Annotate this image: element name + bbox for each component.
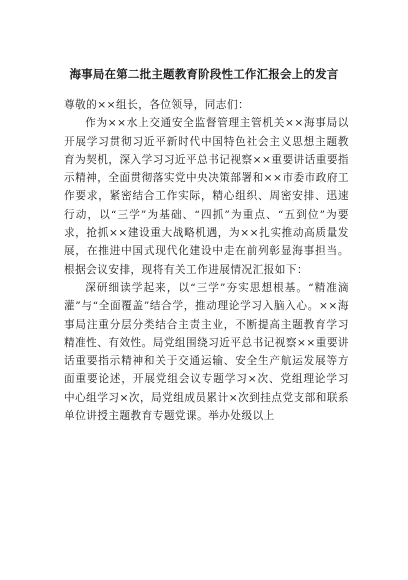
document-title: 海事局在第二批主题教育阶段性工作汇报会上的发言 xyxy=(69,67,339,81)
salutation: 尊敬的××组长，各位领导，同志们： xyxy=(64,99,250,111)
body-paragraph-2: 深研细读学起来，以“三学”夯实思想根基。“精准滴灌”与“全面覆盖”结合学，推动理论学习入脑入心。××海事局注重分层分类结合主责主业，不断提高主题教育学习精准性、有效性。局党组围绕习近平总书记视察××重要讲话重要指示精神和关于交通运输、安全生产航运发展等方面重要论述，开展党组会议专题学习×次、党组理论学习中心组学习×次，局党组成员累计×次到挂点党支部和联系单位讲授主题教育专题党课。举办处级以上 xyxy=(64,281,350,423)
body-paragraph-1: 作为××水上交通安全监督管理主管机关××海事局以开展学习贯彻习近平新时代中国特色社会主义思想主题教育为契机，深入学习习近平总书记视察××重要讲话重要指示精神，全面贯彻落实党中央决策部署和××市委市政府工作要求，紧密结合工作实际，精心组织、周密安排、迅速行动，以“三学”为基础、“四抓”为重点、“五到位”为要求，抢抓××建设重大战略机遇，为××扎实推动高质量发展，在推进中国式现代化建设中走在前列彰显海事担当。根据会议安排，现将有关工作进展情况汇报如下： xyxy=(64,117,350,276)
document-body xyxy=(64,96,349,425)
